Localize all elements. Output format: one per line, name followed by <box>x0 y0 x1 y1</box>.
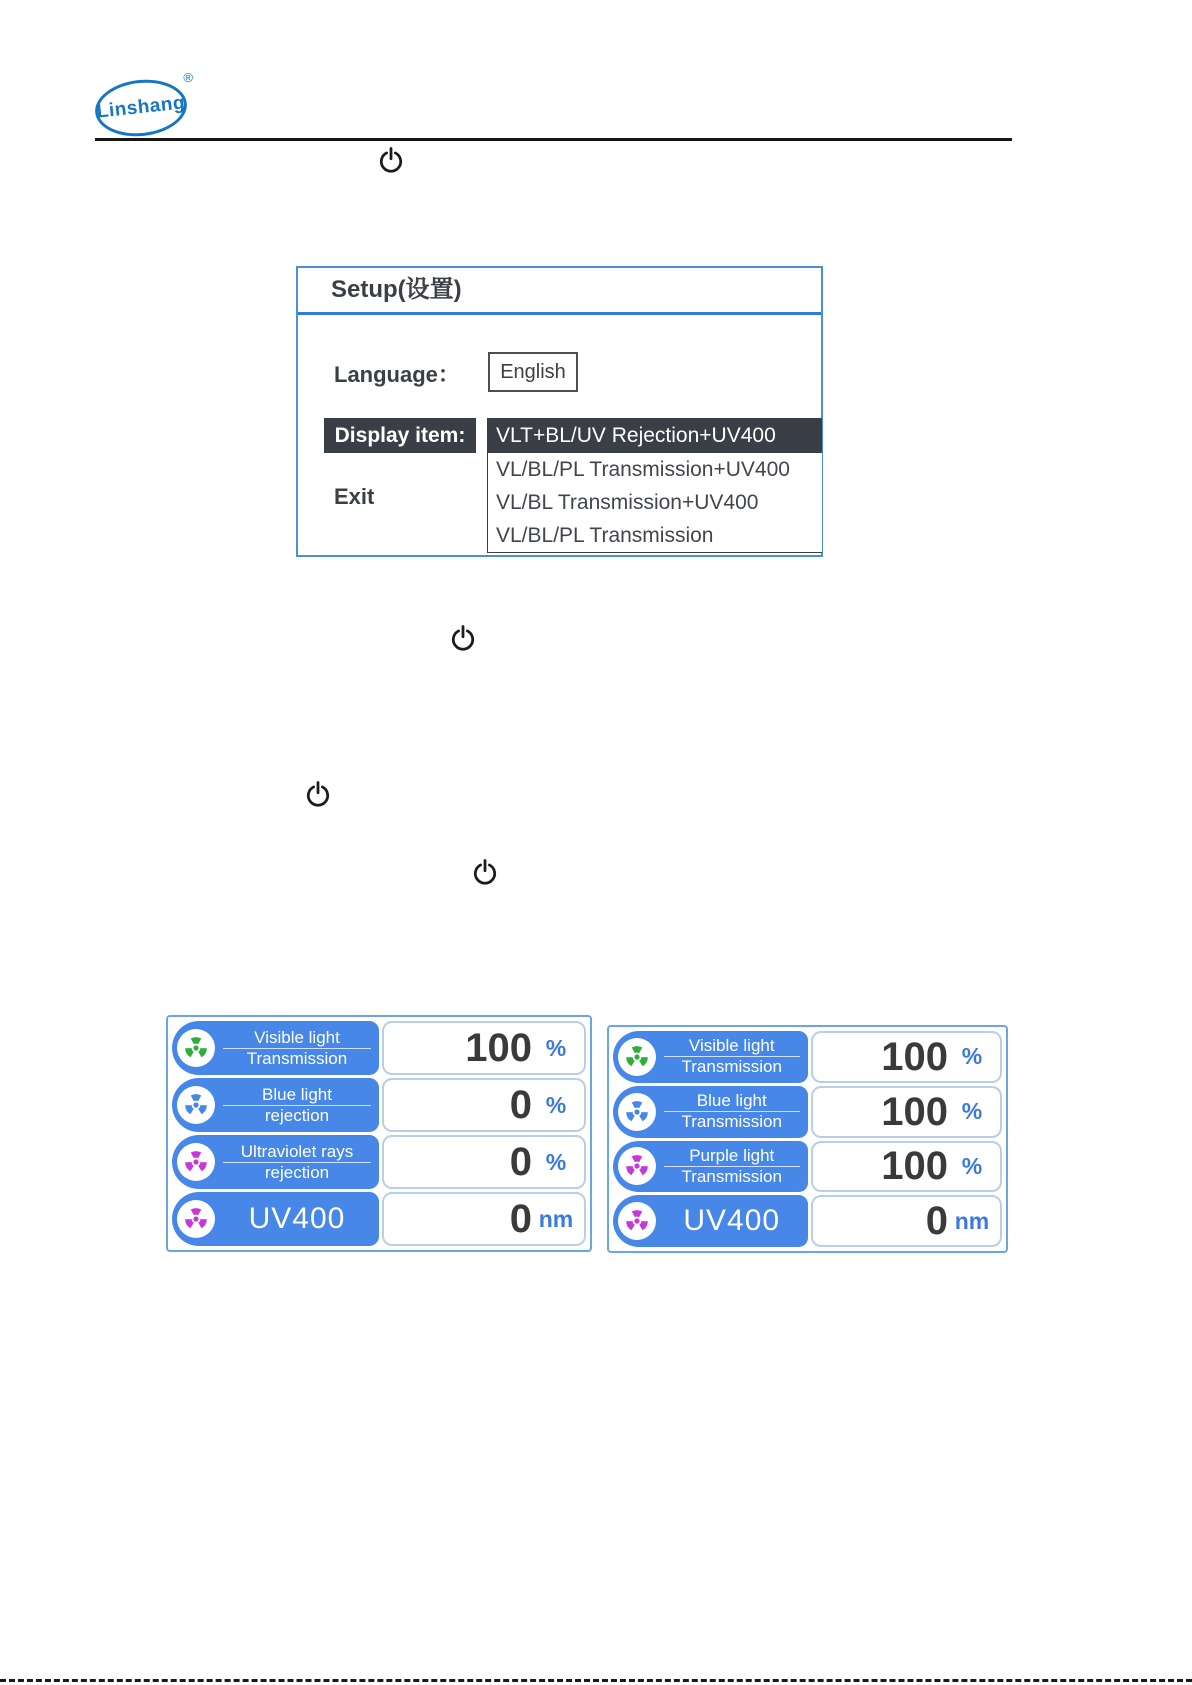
measurement-label <box>656 1037 808 1076</box>
radiation-purple-icon <box>618 1202 656 1240</box>
label-line-1: Blue light <box>696 1091 767 1111</box>
measurement-value: 0 <box>509 1197 532 1241</box>
device-screen-transmission <box>607 1025 1008 1253</box>
power-icon <box>449 624 477 654</box>
dropdown-option: VL/BL/PL Transmission <box>488 519 822 553</box>
measurement-unit: % <box>545 1034 567 1061</box>
measurement-row <box>172 1192 586 1246</box>
measurement-unit: % <box>961 1098 983 1125</box>
radiation-purple-icon <box>177 1143 215 1181</box>
display-item-label: Display item: <box>324 418 476 453</box>
label-single-line: UV400 <box>683 1204 781 1238</box>
value-display <box>811 1086 1003 1138</box>
measurement-label-pill <box>613 1141 808 1193</box>
header-divider <box>95 138 1012 141</box>
label-line-2: Transmission <box>246 1048 348 1068</box>
radiation-purple-icon <box>618 1147 656 1185</box>
page-bottom-divider <box>0 1679 1192 1682</box>
value-display <box>382 1078 586 1132</box>
power-icon <box>377 146 405 176</box>
measurement-unit: % <box>961 1043 983 1070</box>
measurement-unit: % <box>545 1091 567 1118</box>
value-display <box>811 1141 1003 1193</box>
value-display <box>811 1195 1003 1247</box>
measurement-unit: nm <box>954 1207 990 1234</box>
device-screen-rejection <box>166 1015 592 1252</box>
radiation-blue-icon <box>177 1086 215 1124</box>
measurement-row <box>172 1021 586 1075</box>
radiation-green-icon <box>618 1038 656 1076</box>
dropdown-option: VLT+BL/UV Rejection+UV400 <box>488 418 822 453</box>
power-icon <box>304 780 332 810</box>
measurement-row <box>172 1078 586 1132</box>
measurement-value: 100 <box>881 1034 948 1079</box>
logo-text: Linshang <box>95 92 187 123</box>
label-line-1: Ultraviolet rays <box>240 1141 354 1161</box>
measurement-label <box>215 1204 379 1234</box>
measurement-row <box>613 1086 1002 1138</box>
label-line-1: Blue light <box>262 1084 332 1104</box>
measurement-label-pill <box>172 1078 379 1132</box>
measurement-unit: nm <box>538 1205 574 1232</box>
value-display <box>382 1135 586 1189</box>
linshang-logo <box>95 70 199 138</box>
label-single-line: UV400 <box>248 1202 346 1235</box>
measurement-label <box>215 1086 379 1125</box>
label-line-2: rejection <box>264 1162 330 1182</box>
exit-label: Exit <box>334 484 375 509</box>
radiation-green-icon <box>177 1029 215 1067</box>
registered-trademark-symbol: ® <box>183 70 193 85</box>
measurement-label <box>656 1147 808 1186</box>
label-line-2: Transmission <box>681 1166 782 1186</box>
power-icon <box>471 858 499 888</box>
radiation-blue-icon <box>618 1093 656 1131</box>
measurement-unit: % <box>961 1152 983 1179</box>
measurement-value: 0 <box>925 1199 948 1244</box>
measurement-row <box>613 1031 1002 1083</box>
measurement-label <box>215 1029 379 1068</box>
measurement-label-pill <box>172 1135 379 1189</box>
language-select: English <box>488 352 578 392</box>
measurement-value: 100 <box>881 1144 948 1189</box>
measurement-label-pill <box>613 1195 808 1247</box>
radiation-purple-icon <box>177 1200 215 1238</box>
measurement-label <box>656 1206 808 1236</box>
measurement-row <box>613 1195 1002 1247</box>
measurement-value: 0 <box>509 1140 532 1184</box>
measurement-unit: % <box>545 1148 567 1175</box>
value-display <box>382 1192 586 1246</box>
dialog-title: Setup(设置) <box>298 268 821 315</box>
dropdown-option: VL/BL/PL Transmission+UV400 <box>488 453 822 486</box>
measurement-label <box>656 1092 808 1131</box>
measurement-value: 100 <box>465 1026 532 1070</box>
measurement-label-pill <box>613 1086 808 1138</box>
logo-ellipse <box>92 75 189 140</box>
setup-dialog <box>296 266 823 557</box>
dropdown-option: VL/BL Transmission+UV400 <box>488 486 822 519</box>
measurement-label-pill <box>172 1021 379 1075</box>
measurement-label <box>215 1143 379 1182</box>
label-line-1: Visible light <box>254 1027 340 1047</box>
label-line-2: Transmission <box>681 1112 782 1132</box>
value-display <box>811 1031 1003 1083</box>
display-item-dropdown <box>487 418 822 553</box>
measurement-value: 0 <box>509 1083 532 1127</box>
label-line-2: Transmission <box>681 1057 782 1077</box>
measurement-label-pill <box>613 1031 808 1083</box>
value-display <box>382 1021 586 1075</box>
measurement-label-pill <box>172 1192 379 1246</box>
measurement-row <box>613 1141 1002 1193</box>
measurement-row <box>172 1135 586 1189</box>
language-label: Language： <box>334 362 460 387</box>
label-line-1: Purple light <box>689 1145 775 1165</box>
measurement-value: 100 <box>881 1089 948 1134</box>
label-line-1: Visible light <box>688 1036 775 1056</box>
label-line-2: rejection <box>264 1105 330 1125</box>
